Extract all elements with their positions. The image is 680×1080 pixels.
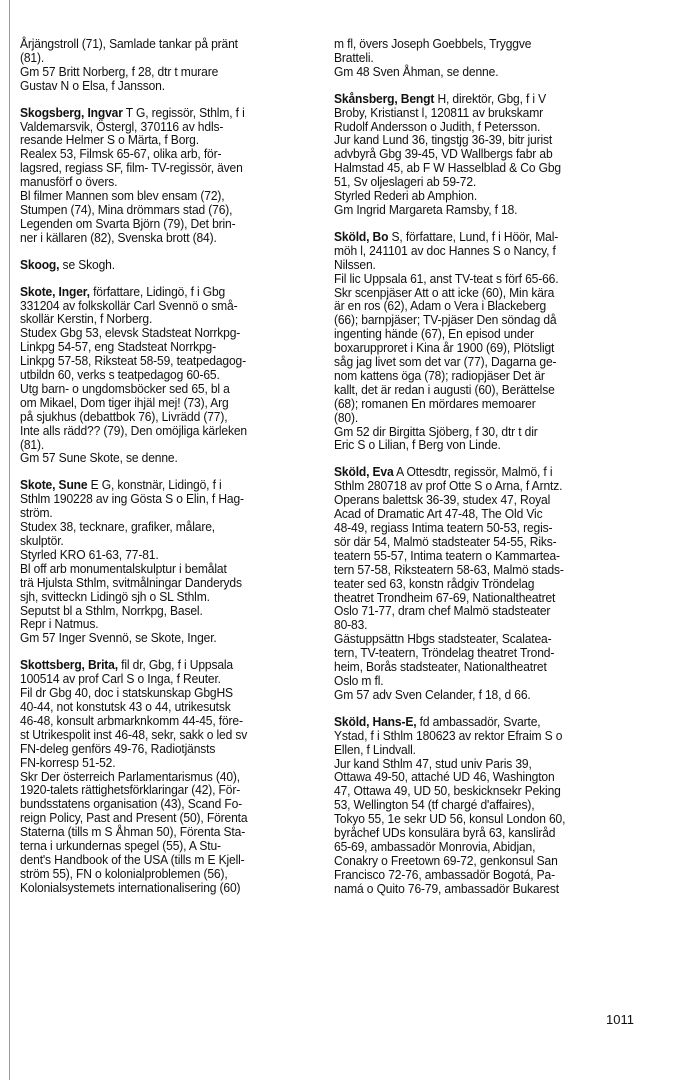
entry-text-line: sör där 54, Malmö stadsteater 54-55, Riks- — [334, 534, 557, 549]
entry-text-line: Gästuppsättn Hbgs stadsteater, Scalatea- — [334, 632, 552, 647]
page-binding-edge — [9, 0, 10, 1080]
entry-text-line: Sthlm 280718 av prof Otte S o Arna, f Arntz. — [334, 479, 563, 494]
entry-text-line: Ottawa 49-50, attaché UD 46, Washington — [334, 770, 555, 785]
entry-text-line: ingenting hände (67), En episod under — [334, 327, 534, 342]
entry-text-line: 40-44, not konstutsk 43 o 44, utrikesutsk — [20, 699, 231, 714]
entry-text-line: Studex 38, tecknare, grafiker, målare, — [20, 520, 215, 535]
entry-heading-rest: S, författare, Lund, f i Höör, Mal- — [388, 229, 559, 244]
entry-text-line: Tokyo 55, 1e sekr UD 56, konsul London 60, — [334, 812, 566, 827]
entry-text-line: lagsred, regiass SF, film- TV-regissör, även — [20, 161, 243, 176]
entry-text-line: Utg barn- o ungdomsböcker sed 65, bl a — [20, 381, 230, 396]
entry-text-line: Sthlm 190228 av ing Gösta S o Elin, f Hag- — [20, 492, 244, 507]
entry-text-line: Operans balettsk 36-39, studex 47, Royal — [334, 493, 551, 508]
entry-name: Skote, Sune — [20, 478, 88, 493]
entry-name: Skånsberg, Bengt — [334, 91, 435, 106]
entry-text-line: FN-korresp 51-52. — [20, 755, 116, 770]
entry-heading-rest: T G, regissör, Sthlm, f i — [122, 105, 245, 120]
entry-text-line: Gm 57 adv Sven Celander, f 18, d 66. — [334, 687, 531, 702]
entry-text-line: Halmstad 45, ab F W Hasselblad & Co Gbg — [334, 161, 562, 176]
entry-heading-rest: E G, konstnär, Lidingö, f i — [87, 478, 222, 493]
entry-text-line: Linkpg 54-57, eng Stadsteat Norrkpg- — [20, 340, 216, 355]
entry-name: Skote, Inger, — [20, 284, 90, 299]
biography-entry — [20, 659, 321, 895]
entry-text-line: Stumpen (74), Mina drömmars stad (76), — [20, 202, 233, 217]
entry-heading — [20, 659, 321, 673]
entry-text-line: Fil lic Uppsala 61, anst TV-teat s förf 65-66. — [334, 271, 559, 286]
entry-text-line: såg jag livet som det var (77), Dagarna ge- — [334, 355, 557, 370]
entry-text-line: Gm 48 Sven Åhman, se denne. — [334, 64, 499, 79]
entry-text-line: ner i källaren (82), Svenska brott (84). — [20, 230, 217, 245]
entry-text-line: boxarupproret i Kina år 1900 (69), Plötsligt — [334, 341, 555, 356]
entry-text-line: (66); barnpjäser; TV-pjäser Den söndag då — [334, 313, 557, 328]
entry-text-line: Bl filmer Mannen som blev ensam (72), — [20, 189, 225, 204]
entry-text-line: Årjängstroll (71), Samlade tankar på pränt — [20, 37, 238, 51]
entry-text-line: 53, Wellington 54 (tf chargé d'affaires), — [334, 798, 535, 813]
entry-heading-rest: H, direktör, Gbg, f i V — [434, 91, 547, 106]
entry-text-line: FN-deleg genförs 49-76, Radiotjänsts — [20, 741, 216, 756]
entry-text-line: (80). — [334, 410, 359, 425]
entry-heading-rest: fil dr, Gbg, f i Uppsala — [117, 658, 234, 673]
entry-text-line: på sjukhus (debattbok 76), Livrädd (77), — [20, 409, 228, 424]
entry-text-line: 48-49, regiass Intima teatern 50-53, regis- — [334, 521, 553, 535]
entry-text-line: advbyrå Gbg 39-45, VD Wallbergs fabr ab — [334, 147, 553, 162]
entry-text-line: nom kattens öga (78); radiopjäser Det är — [334, 368, 545, 383]
entry-text-line: bundsstatens organisation (43), Scand Fo- — [20, 797, 243, 812]
entry-text-line: Gm 57 Inger Svennö, se Skote, Inger. — [20, 631, 217, 646]
entry-text-line: Ellen, f Lindvall. — [334, 742, 416, 757]
entry-heading — [20, 259, 321, 273]
biography-entry — [20, 479, 321, 646]
entry-text-line: ström 55), FN o kolonialproblemen (56), — [20, 866, 228, 881]
entry-text-line: tern 57-58, Riksteatern 58-63, Malmö stads- — [334, 562, 564, 577]
entry-heading — [20, 286, 321, 300]
entry-text-line: heim, Borås stadsteater, Nationaltheatret — [334, 660, 547, 675]
entry-text-line: 331204 av folkskollär Carl Svennö o små- — [20, 298, 238, 313]
entry-text-line: 51, Sv oljeslageri ab 59-72. — [334, 175, 477, 190]
entry-text-line: Kolonialsystemets internationalisering (60) — [20, 880, 241, 895]
entry-text-line: Gm 52 dir Birgitta Sjöberg, f 30, dtr t dir — [334, 424, 538, 439]
entry-text-line: st Utrikespolit inst 46-48, sekr, sakk o led sv — [20, 727, 248, 742]
entry-text-line: Nilssen. — [334, 257, 376, 272]
entry-text-line: Valdemarsvik, Östergl, 370116 av hdls- — [20, 119, 224, 134]
entry-text-line: teater sed 63, konstn rådgiv Tröndelag — [334, 576, 535, 591]
entry-heading-rest: författare, Lidingö, f i Gbg — [89, 284, 226, 299]
entry-text-line: skulptör. — [20, 534, 64, 548]
entry-text-line: (81). — [20, 50, 45, 65]
entry-text-line: Legenden om Svarta Björn (79), Det brin- — [20, 216, 236, 231]
biography-entry — [334, 466, 635, 702]
entry-text-line: Fil dr Gbg 40, doc i statskunskap GbgHS — [20, 686, 233, 701]
entry-heading-rest: se Skogh. — [59, 257, 115, 272]
page-number: 1011 — [606, 1012, 634, 1027]
entry-text-line: Staterna (tills m S Åhman 50), Förenta Sta- — [20, 825, 246, 840]
entry-heading — [334, 466, 635, 480]
entry-text-line: Francisco 72-76, ambassadör Bogotá, Pa- — [334, 867, 555, 882]
biography-entry — [334, 716, 635, 897]
entry-text-line: (81). — [20, 437, 45, 452]
biography-entry — [20, 259, 321, 273]
entry-text-line: skollär Kerstin, f Norberg. — [20, 312, 153, 327]
biography-entry — [334, 38, 635, 80]
entry-text-line: Seputst bl a Sthlm, Norrkpg, Basel. — [20, 603, 203, 618]
entry-text-line: Eric S o Lilian, f Berg von Linde. — [334, 438, 501, 453]
entry-text-line: Inte alls rädd?? (79), Den omöjliga kärleken — [20, 423, 247, 438]
entry-text-line: Linkpg 57-58, Riksteat 58-59, teatpedagog- — [20, 354, 246, 369]
entry-text-line: Bl off arb monumentalskulptur i bemålat — [20, 561, 227, 576]
entry-text-line: Broby, Kristianst l, 120811 av brukskamr — [334, 105, 543, 120]
entry-text-line: Bratteli. — [334, 50, 374, 65]
entry-name: Skogsberg, Ingvar — [20, 105, 123, 120]
entry-text-line: tern, TV-teatern, Tröndelag theatret Trond- — [334, 646, 555, 661]
biography-entry — [334, 231, 635, 454]
entry-text-line: terna i urkundernas spegel (55), A Stu- — [20, 839, 221, 854]
entry-text-line: är en ros (62), Adam o Vera i Blackeberg — [334, 299, 547, 314]
entry-text-line: dent's Handbook of the USA (tills m E Kjell- — [20, 852, 245, 867]
entry-heading — [334, 93, 635, 107]
biography-entry — [20, 107, 321, 246]
entry-text-line: om Mikael, Dom tiger ihjäl mej! (73), Arg — [20, 395, 229, 410]
entry-text-line: kallt, det är redan i augusti (60), Berättelse — [334, 382, 555, 397]
entry-text-line: 65-69, ambassadör Monrovia, Abidjan, — [334, 839, 536, 854]
entry-name: Sköld, Bo — [334, 229, 389, 244]
entry-name: Sköld, Eva — [334, 465, 394, 480]
entry-text-line: Jur kand Lund 36, tingstjg 36-39, bitr jurist — [334, 133, 553, 148]
entry-text-line: Gm 57 Sune Skote, se denne. — [20, 451, 178, 466]
entry-text-line: Styrled KRO 61-63, 77-81. — [20, 547, 159, 562]
entry-text-line: Gm Ingrid Margareta Ramsby, f 18. — [334, 202, 518, 217]
entry-text-line: manusförf o övers. — [20, 175, 118, 190]
entry-text-line: Gustav N o Elsa, f Jansson. — [20, 78, 165, 93]
entry-text-line: 47, Ottawa 49, UD 50, beskicknsekr Peking — [334, 784, 561, 799]
entry-text-line: Skr scenpjäser Att o att icke (60), Min kära — [334, 285, 555, 300]
entry-text-line: Jur kand Sthlm 47, stud univ Paris 39, — [334, 756, 532, 771]
entry-text-line: byråchef UDs konsulära byrå 63, kansliråd — [334, 826, 556, 841]
entry-heading — [334, 231, 635, 245]
entry-heading — [334, 716, 635, 730]
entry-text-line: namá o Quito 76-79, ambassadör Bukarest — [334, 881, 560, 896]
entry-heading — [20, 479, 321, 493]
entry-text-line: Realex 53, Filmsk 65-67, olika arb, för- — [20, 147, 222, 162]
entry-text-line: 80-83. — [334, 618, 368, 633]
entry-text-line: Studex Gbg 53, elevsk Stadsteat Norrkpg- — [20, 326, 241, 341]
left-column — [20, 38, 322, 896]
biography-entry — [20, 38, 321, 94]
entry-text-line: resande Helmer S o Märta, f Borg. — [20, 133, 199, 148]
entry-text-line: m fl, övers Joseph Goebbels, Tryggve — [334, 37, 532, 51]
entry-text-line: Skr Der österreich Parlamentarismus (40), — [20, 769, 240, 784]
entry-heading-rest: fd ambassadör, Svarte, — [416, 714, 541, 729]
entry-text-line: reign Policy, Past and Present (50), Förenta — [20, 811, 248, 826]
entry-text-line: 46-48, konsult arbmarknkomm 44-45, före- — [20, 713, 243, 728]
entry-name: Sköld, Hans-E, — [334, 714, 417, 729]
entry-text-line: sjh, svitteckn Lidingö sjh o SL Sthlm. — [20, 589, 210, 604]
entry-text-line: Conakry o Freetown 69-72, genkonsul San — [334, 853, 558, 868]
entry-text-line: Styrled Rederi ab Amphion. — [334, 189, 478, 204]
entry-text-line: Oslo 71-77, dram chef Malmö stadsteater — [334, 604, 551, 619]
entry-heading-rest: A Ottesdtr, regissör, Malmö, f i — [393, 465, 553, 480]
entry-text-line: Oslo m fl. — [334, 673, 384, 688]
entry-name: Skoog, — [20, 257, 60, 272]
entry-text-line: Ystad, f i Sthlm 180623 av rektor Efraim S o — [334, 728, 563, 743]
entry-text-line: ström. — [20, 506, 53, 521]
entry-text-line: Rudolf Andersson o Judith, f Petersson. — [334, 119, 541, 134]
biography-entry — [334, 93, 635, 218]
entry-text-line: Acad of Dramatic Art 47-48, The Old Vic — [334, 507, 543, 522]
right-column — [334, 38, 636, 897]
entry-text-line: trä Hjulsta Sthlm, svitmålningar Danderyds — [20, 575, 242, 590]
entry-text-line: Repr i Natmus. — [20, 617, 99, 632]
entry-heading — [20, 107, 321, 121]
entry-text-line: 100514 av prof Carl S o Inga, f Reuter. — [20, 672, 221, 687]
biography-entry — [20, 286, 321, 467]
entry-text-line: möh l, 241101 av doc Hannes S o Nancy, f — [334, 243, 556, 258]
entry-text-line: theatret Trondheim 67-69, Nationaltheatret — [334, 590, 556, 605]
entry-text-line: (68); romanen En mördares memoarer — [334, 396, 536, 411]
entry-text-line: 1920-talets rättighetsförklaringar (42), För- — [20, 783, 241, 798]
entry-name: Skottsberg, Brita, — [20, 658, 118, 673]
entry-text-line: utbildn 60, verks s teatpedagog 60-65. — [20, 368, 220, 383]
entry-text-line: Gm 57 Britt Norberg, f 28, dtr t murare — [20, 64, 219, 79]
entry-text-line: teatern 55-57, Intima teatern o Kammartea- — [334, 548, 560, 563]
